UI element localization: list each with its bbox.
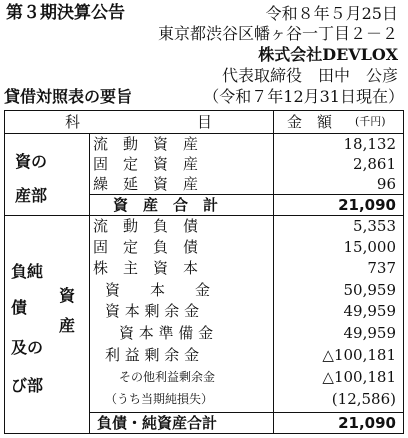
liab-row-amount: 49,959 bbox=[343, 324, 396, 342]
company-address: 東京都渋谷区幡ヶ谷一丁目２－２ bbox=[157, 24, 398, 43]
asset-row-amount: 96 bbox=[376, 175, 396, 193]
liab-row-amount: 737 bbox=[367, 259, 396, 277]
header-amount: 金 額 bbox=[287, 113, 333, 131]
liab-row-label: 資 本 金 bbox=[105, 281, 211, 299]
liab-row-amount: △100,181 bbox=[322, 346, 396, 364]
statement-date: （令和７年12月31日現在） bbox=[203, 87, 404, 106]
asset-row-label: 流 動 資 産 bbox=[93, 135, 199, 153]
liab-row-amount: 15,000 bbox=[343, 238, 396, 256]
liab-row-label: その他利益剰余金 bbox=[119, 370, 216, 384]
header-row-4 bbox=[0, 65, 408, 86]
liab-row-label: 利 益 剰 余 金 bbox=[105, 346, 200, 364]
asset-row-label: 固 定 資 産 bbox=[93, 155, 199, 173]
liab-section-label-6: び部 bbox=[11, 376, 44, 395]
header-row-3 bbox=[0, 44, 408, 65]
section-column-divider bbox=[89, 133, 90, 433]
statement-title: 貸借対照表の要旨 bbox=[4, 87, 133, 106]
header-row-1 bbox=[0, 3, 408, 24]
header-item-left: 科 bbox=[65, 113, 81, 131]
header-unit: (千円) bbox=[355, 115, 386, 128]
liab-row-amount: (12,586) bbox=[331, 390, 396, 408]
assets-total-amount: 21,090 bbox=[338, 196, 396, 214]
representative: 代表取締役 田中 公彦 bbox=[221, 66, 398, 85]
liab-section-label-3: 債 bbox=[11, 298, 28, 317]
asset-row-amount: 2,861 bbox=[353, 155, 396, 173]
balance-sheet-table bbox=[4, 110, 404, 434]
liab-total-amount: 21,090 bbox=[338, 414, 396, 432]
liab-row-amount: 49,959 bbox=[343, 302, 396, 320]
liab-row-amount: △100,181 bbox=[322, 368, 396, 386]
liab-section-label-2: 資 bbox=[59, 286, 76, 305]
assets-total-label: 資 産 合 計 bbox=[113, 196, 219, 214]
liab-row-label: 株 主 資 本 bbox=[93, 259, 199, 277]
liab-row-label: （うち当期純損失） bbox=[105, 392, 214, 406]
assets-section-label-2: 産部 bbox=[15, 186, 48, 205]
liab-row-amount: 5,353 bbox=[353, 217, 396, 235]
header-row-2 bbox=[0, 23, 408, 44]
company-name: 株式会社DEVLOX bbox=[258, 45, 398, 64]
liab-row-label: 資 本 剰 余 金 bbox=[105, 302, 200, 320]
liab-row-label: 資 本 準 備 金 bbox=[119, 324, 214, 342]
liab-row-amount: 50,959 bbox=[343, 281, 396, 299]
notice-title: 第３期決算公告 bbox=[6, 3, 125, 23]
liab-section-label-1: 負純 bbox=[11, 262, 44, 281]
assets-section-label-1: 資の bbox=[15, 152, 48, 171]
header-row-5 bbox=[0, 86, 408, 107]
liab-row-label: 固 定 負 債 bbox=[93, 238, 199, 256]
liab-section-label-5: 及の bbox=[11, 338, 44, 357]
notice-date: 令和８年５月25日 bbox=[265, 4, 398, 23]
liab-section-label-4: 産 bbox=[59, 316, 76, 335]
header-item-right: 目 bbox=[197, 113, 213, 131]
liab-row-label: 流 動 負 債 bbox=[93, 217, 199, 235]
asset-row-amount: 18,132 bbox=[343, 135, 396, 153]
liab-total-label: 負債・純資産合計 bbox=[97, 414, 218, 432]
asset-row-label: 繰 延 資 産 bbox=[93, 175, 199, 193]
